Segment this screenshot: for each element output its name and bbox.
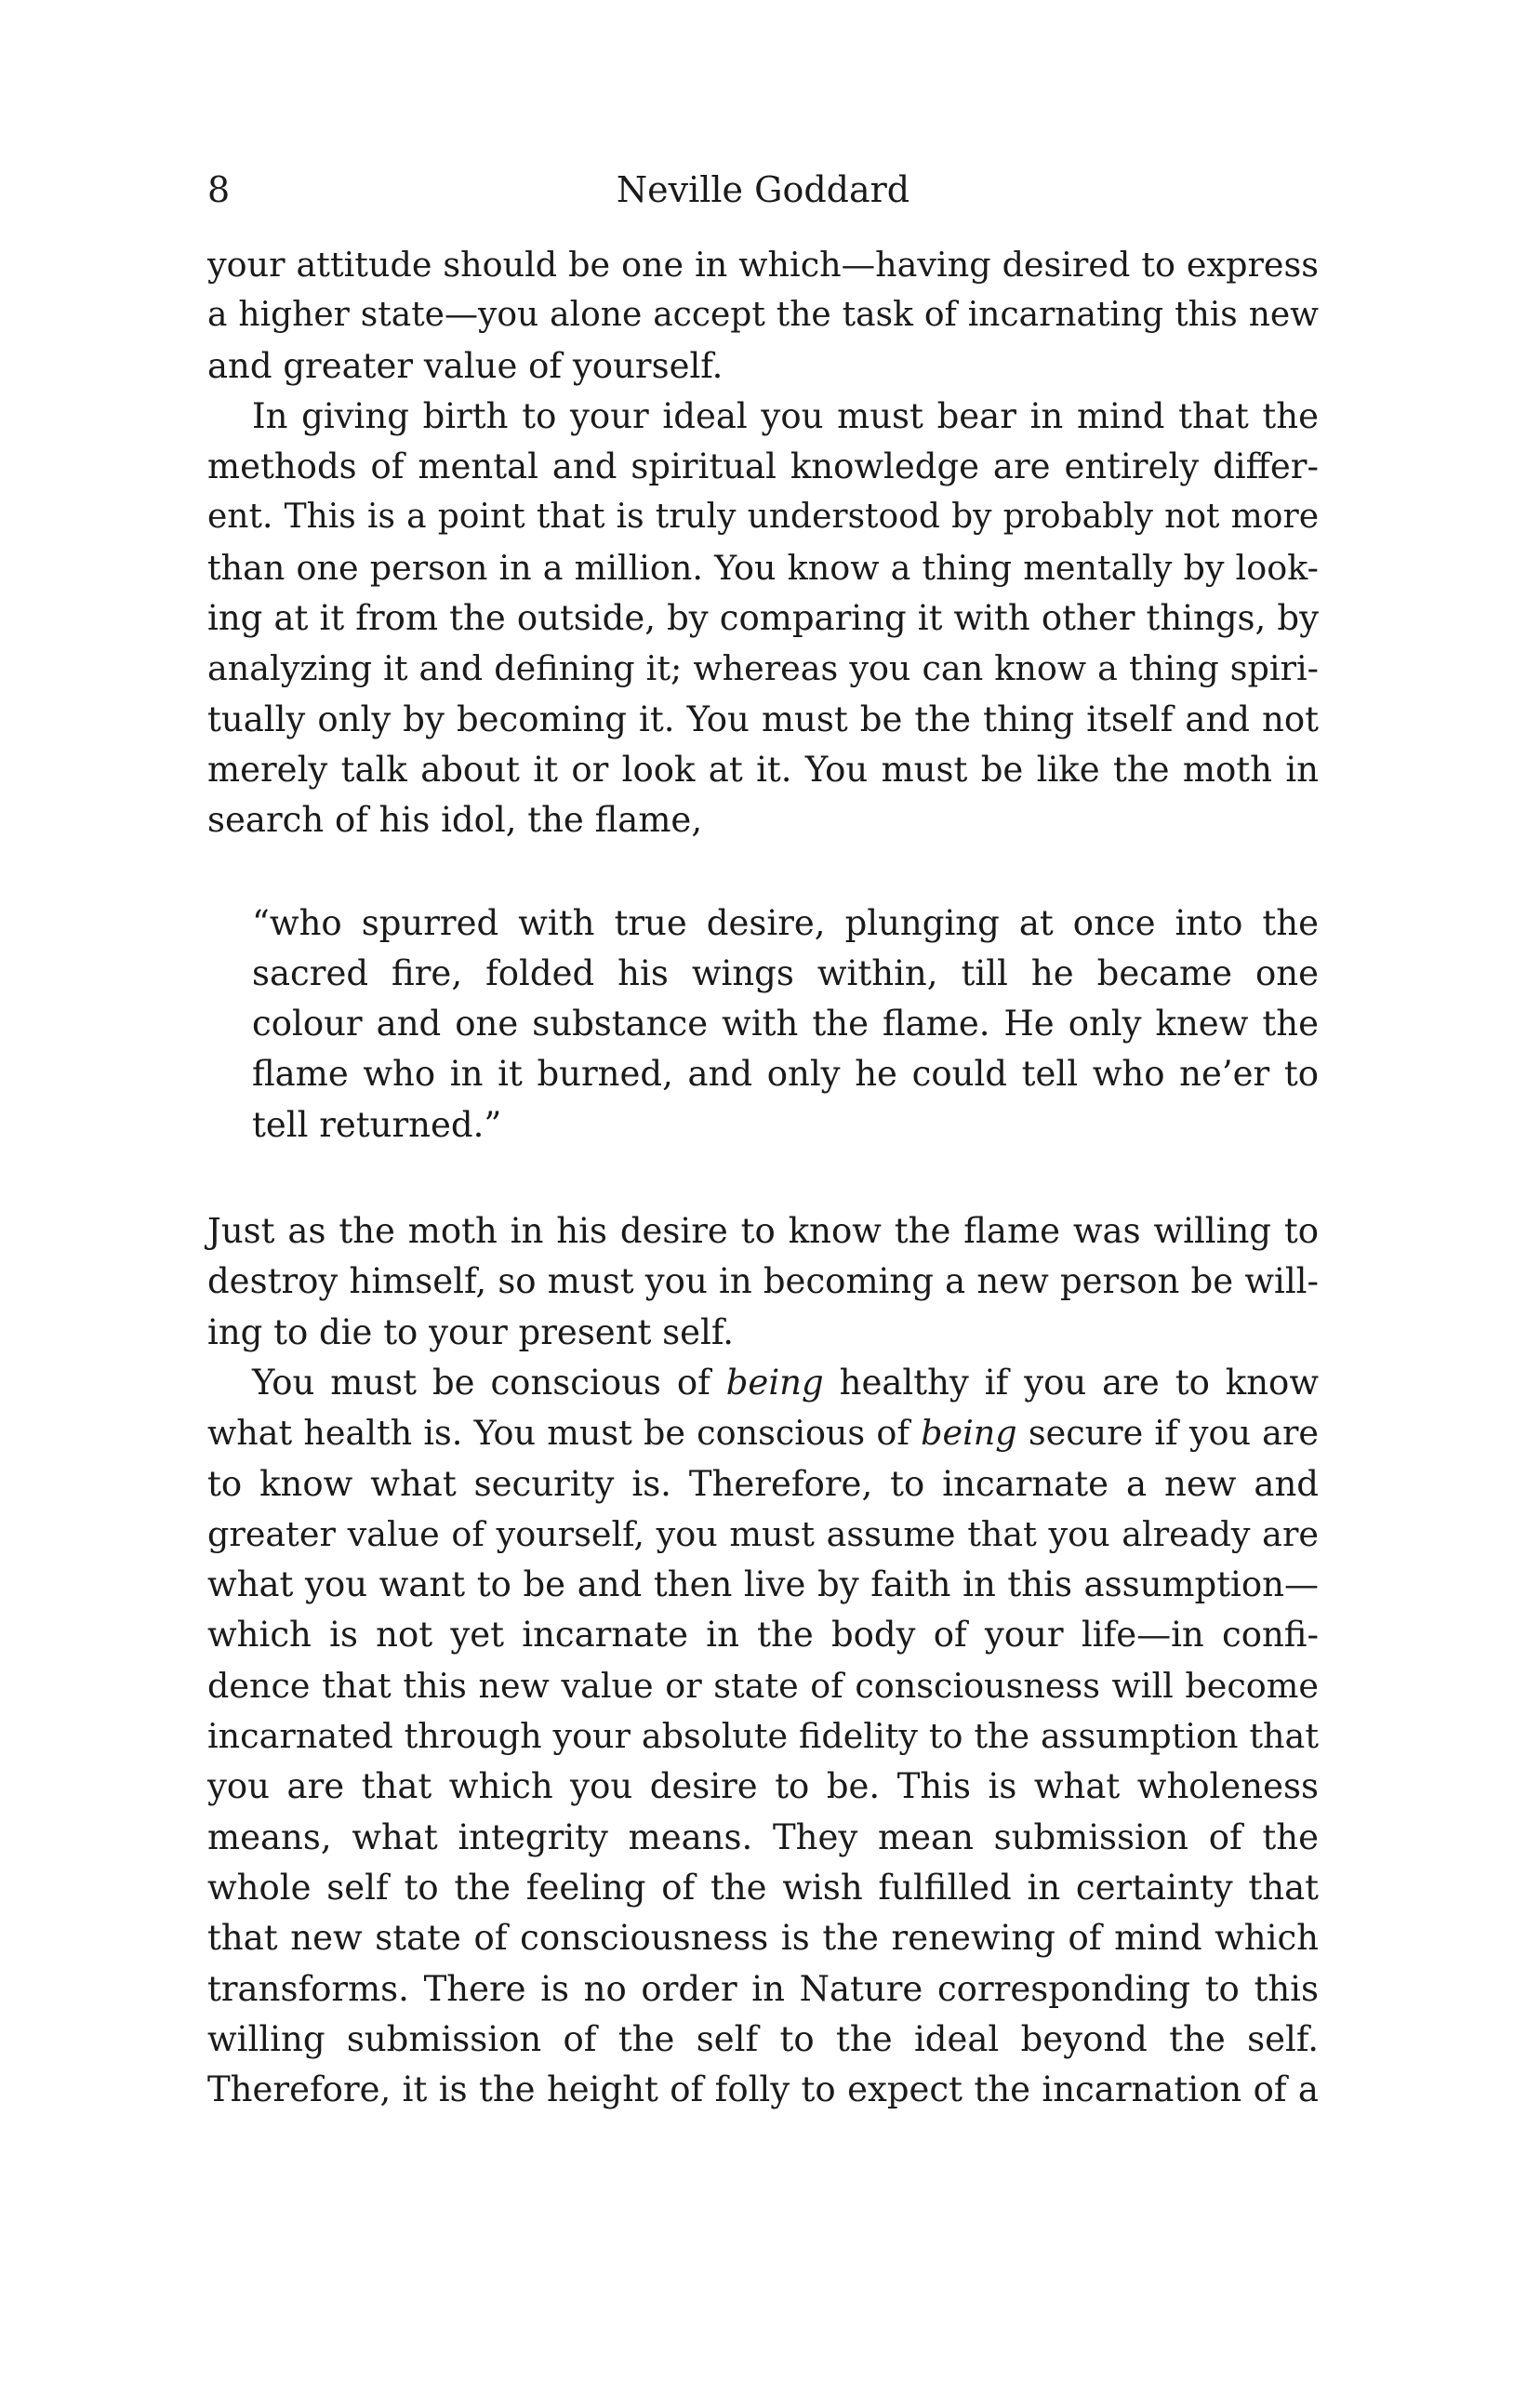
paragraph-3 [207, 1206, 1319, 1358]
text-line: In giving birth to your ideal you must bear in mind that the [252, 395, 1319, 436]
quote-line: tell returned.” [252, 1104, 502, 1145]
paragraph-4 [207, 1358, 1319, 2115]
text-line: analyzing it and defining it; whereas you can know a thing spiri- [207, 648, 1319, 689]
text-line: Therefore, it is the height of folly to expect the incarnation of a [207, 2069, 1319, 2110]
text-line: methods of mental and spiritual knowledge are entirely differ- [207, 446, 1319, 487]
text-line: Just as the moth in his desire to know the flame was willing to [207, 1211, 1319, 1252]
text-run: secure if you are [1016, 1413, 1319, 1454]
text-line: transforms. There is no order in Nature corresponding to this [207, 1968, 1319, 2009]
spacer [207, 1151, 1319, 1206]
text-line: and greater value of yourself. [207, 345, 724, 386]
text-line: which is not yet incarnate in the body of your life—in confi- [207, 1615, 1319, 1656]
text-run: healthy if you are to know [823, 1362, 1319, 1403]
text-line: means, what integrity means. They mean submission of the [207, 1816, 1319, 1857]
paragraph-1 [207, 240, 1319, 392]
text-line: dence that this new value or state of consciousness will become [207, 1665, 1319, 1706]
text-run: You must be conscious of [252, 1362, 726, 1403]
text-line [207, 1408, 1319, 1458]
quote-line: “who spurred with true desire, plunging at once into the [252, 902, 1319, 943]
text-line: destroy himself, so must you in becoming a new person be will- [207, 1261, 1319, 1302]
running-head [207, 166, 1319, 214]
text-line: willing submission of the self to the ideal beyond the self. [207, 2018, 1319, 2059]
page-number: 8 [207, 169, 231, 210]
quote-line: sacred fire, folded his wings within, till he became one [252, 952, 1319, 993]
quote-line: colour and one substance with the flame. He only knew the [252, 1004, 1319, 1044]
spacer [207, 846, 1319, 898]
body-text [207, 240, 1319, 2115]
text-line: incarnated through your absolute fidelity to the assumption that [207, 1716, 1319, 1757]
paragraph-2 [207, 392, 1319, 846]
text-line: a higher state—you alone accept the task of incarnating this new [207, 296, 1319, 335]
quote-line: flame who in it burned, and only he could tell who ne’er to [252, 1054, 1319, 1095]
running-title: Neville Goddard [616, 169, 910, 210]
text-line: search of his idol, the flame, [207, 800, 703, 841]
text-run: what health is. You must be conscious of [207, 1413, 922, 1454]
text-line: to know what security is. Therefore, to incarnate a new and [207, 1463, 1319, 1504]
text-line: whole self to the feeling of the wish fulfilled in certainty that [207, 1867, 1319, 1908]
text-line: you are that which you desire to be. This is what wholeness [207, 1766, 1319, 1807]
text-line: than one person in a million. You know a thing mentally by look- [207, 547, 1319, 588]
text-line: your attitude should be one in which—having desired to express [207, 245, 1319, 285]
text-line: that new state of consciousness is the renewing of mind which [207, 1918, 1319, 1959]
text-line: merely talk about it or look at it. You must be like the moth in [207, 749, 1319, 790]
italic-word: being [921, 1413, 1017, 1454]
text-line: greater value of yourself, you must assume that you already are [207, 1513, 1319, 1554]
block-quote [252, 898, 1319, 1151]
text-line: tually only by becoming it. You must be the thing itself and not [207, 698, 1319, 739]
text-line [207, 1358, 1319, 1408]
italic-word: being [725, 1362, 824, 1403]
text-line: ing to die to your present self. [207, 1311, 735, 1352]
text-line: ent. This is a point that is truly understood by probably not more [207, 498, 1319, 537]
text-line: what you want to be and then live by faith in this assumption— [207, 1564, 1319, 1605]
text-line: ing at it from the outside, by comparing it with other things, by [207, 598, 1319, 639]
